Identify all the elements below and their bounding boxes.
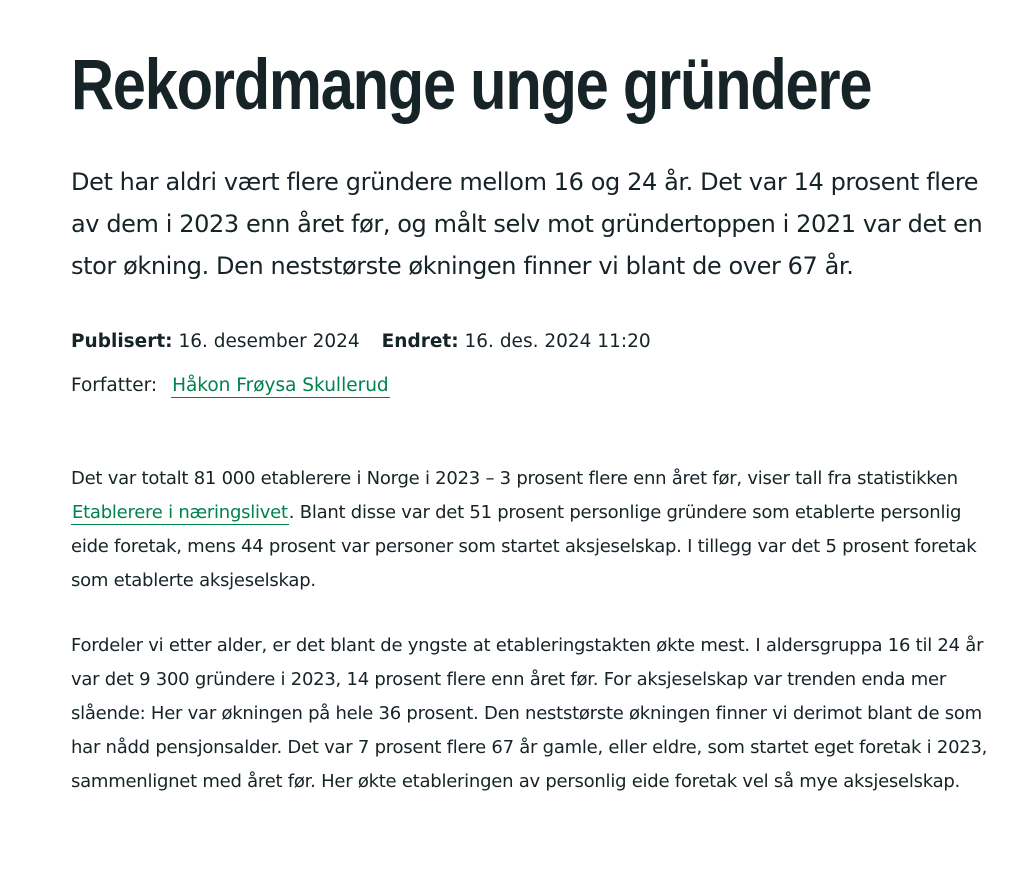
body-paragraph-1 xyxy=(71,462,1001,598)
published-label: Publisert: xyxy=(71,331,173,352)
article-meta xyxy=(71,329,651,355)
author-link[interactable]: Håkon Frøysa Skullerud xyxy=(172,375,389,396)
author-line xyxy=(71,372,390,400)
statistics-link[interactable]: Etablerere i næringslivet xyxy=(72,502,288,523)
body-paragraph-2: Fordeler vi etter alder, er det blant de yngste at etableringstakten økte mest. I aldersgruppa 16 til 24 år var det 9 300 gründere i 2023, 14 prosent flere enn året før. For aksjeselskap var trenden enda mer slående: Her var økningen på hele 36 prosent. Den neststørste økningen finner vi derimot blant de som har nådd pensjonsalder. Det var 7 prosent flere 67 år gamle, eller eldre, som startet eget foretak i 2023, sammenlignet med året før. Her økte etableringen av personlig eide foretak vel så mye aksjeselskap. xyxy=(71,635,988,792)
paragraph-1-text-start: Det var totalt 81 000 etablerere i Norge i 2023 – 3 prosent flere enn året før, viser tall fra statistikken xyxy=(71,468,958,489)
article-title: Rekordmange unge gründere xyxy=(71,46,872,125)
changed-label: Endret: xyxy=(381,331,459,352)
author-label: Forfatter: xyxy=(71,375,158,396)
article-ingress: Det har aldri vært flere gründere mellom 16 og 24 år. Det var 14 prosent flere av dem i 2023 enn året før, og målt selv mot gründertoppen i 2021 var det en stor økning. Den neststørste økningen finner vi blant de over 67 år. xyxy=(71,168,983,280)
published-date: 16. desember 2024 xyxy=(178,331,360,352)
changed-date: 16. des. 2024 11:20 xyxy=(464,331,651,352)
paragraph-1-text-end: . Blant disse var det 51 prosent personlige gründere som etablerte personlig eide foretak, mens 44 prosent var personer som startet aksjeselskap. I tillegg var det 5 prosent foretak som etablerte aksjeselskap. xyxy=(71,502,977,591)
